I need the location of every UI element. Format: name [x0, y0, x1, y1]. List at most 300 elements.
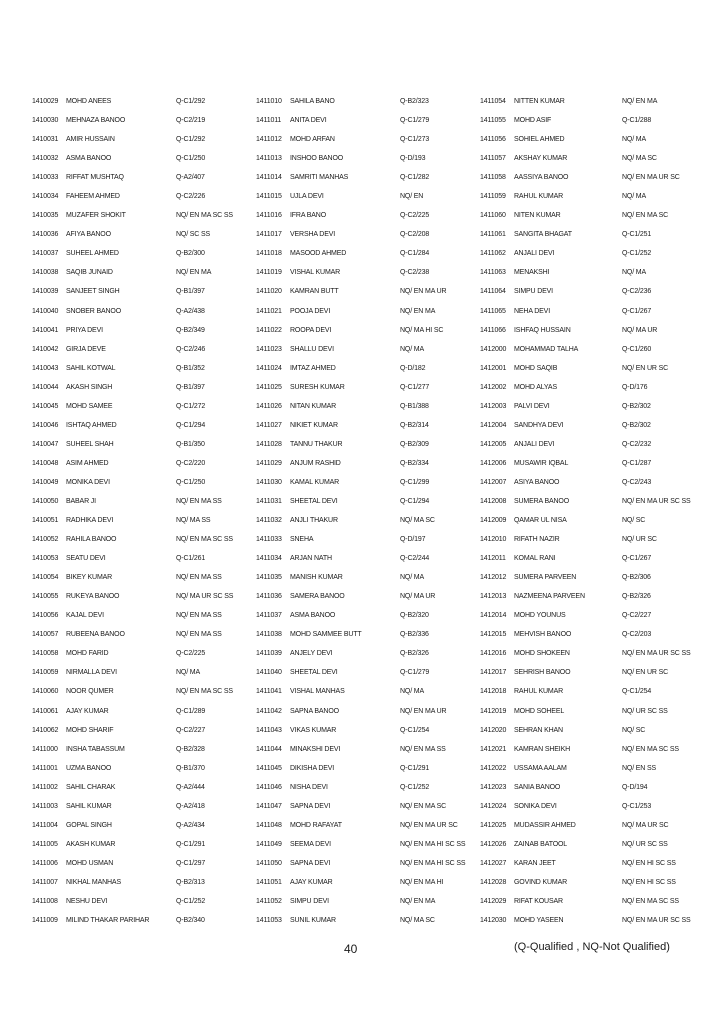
candidate-name: SUHEEL AHMED [66, 250, 119, 258]
candidate-name: TANNU THAKUR [290, 440, 343, 448]
roll-number: 1411061 [480, 231, 506, 239]
result-code: NQ/ EN MA HI SC SS [400, 859, 466, 867]
roll-number: 1412005 [480, 440, 507, 448]
roll-number: 1411039 [256, 650, 282, 658]
roll-number: 1411040 [256, 669, 282, 677]
roll-number: 1411018 [256, 250, 282, 258]
roll-number: 1410055 [32, 593, 59, 601]
result-code: Q-B1/350 [176, 440, 205, 448]
result-code: Q-C1/252 [400, 783, 430, 791]
roll-number: 1411046 [256, 783, 282, 791]
result-code: Q-C1/291 [400, 764, 430, 772]
candidate-name: VERSHA DEVI [290, 231, 336, 239]
roll-number: 1412018 [480, 688, 507, 696]
candidate-name: ANJALI DEVI [514, 440, 555, 448]
table-row [480, 587, 702, 606]
candidate-name: SEATU DEVI [66, 555, 106, 563]
result-code: NQ/ EN MA SC SS [176, 212, 233, 220]
table-row [32, 111, 256, 130]
roll-number: 1411020 [256, 288, 282, 296]
table-row [480, 606, 702, 625]
table-row [256, 549, 480, 568]
result-code: Q-B1/388 [400, 402, 429, 410]
roll-number: 1410034 [32, 193, 59, 201]
result-code: Q-C1/292 [176, 98, 206, 106]
candidate-name: UJLA DEVI [290, 193, 324, 201]
roll-number: 1410048 [32, 459, 59, 467]
candidate-name: VISHAL KUMAR [290, 269, 341, 277]
result-code: Q-C1/292 [176, 136, 206, 144]
roll-number: 1412007 [480, 478, 507, 486]
candidate-name: ZAINAB BATOOL [514, 840, 568, 848]
result-code: NQ/ EN MA [400, 897, 436, 905]
result-code: Q-C1/279 [400, 117, 430, 125]
table-row [32, 454, 256, 473]
candidate-name: INSHOO BANOO [290, 155, 344, 163]
result-code: Q-B2/326 [622, 593, 651, 601]
table-row [480, 873, 702, 892]
table-row [480, 282, 702, 301]
candidate-name: SONIKA DEVI [514, 802, 557, 810]
table-row [480, 568, 702, 587]
table-row [480, 759, 702, 778]
candidate-name: SIMPU DEVI [514, 288, 553, 296]
roll-number: 1411012 [256, 136, 282, 144]
table-row [32, 92, 256, 111]
candidate-name: MONIKA DEVI [66, 478, 110, 486]
result-code: NQ/ SC SS [176, 231, 211, 239]
roll-number: 1410061 [32, 707, 59, 715]
table-row [32, 130, 256, 149]
table-row [32, 397, 256, 416]
candidate-name: MOHD SOHEEL [514, 707, 565, 715]
roll-number: 1411029 [256, 459, 282, 467]
candidate-name: MOHD ALYAS [514, 383, 557, 391]
roll-number: 1411041 [256, 688, 282, 696]
table-row [480, 130, 702, 149]
roll-number: 1411032 [256, 517, 282, 525]
roll-number: 1410053 [32, 555, 59, 563]
table-row [32, 168, 256, 187]
candidate-name: SANIA BANOO [514, 783, 561, 791]
roll-number: 1410029 [32, 98, 59, 106]
result-code: NQ/ MA UR SC [622, 821, 669, 829]
table-row [256, 892, 480, 911]
roll-number: 1412022 [480, 764, 507, 772]
result-code: NQ/ SC [622, 517, 646, 525]
table-row [480, 92, 702, 111]
candidate-name: KAMAL KUMAR [290, 478, 340, 486]
result-code: Q-B2/309 [400, 440, 429, 448]
candidate-name: IFRA BANO [290, 212, 326, 220]
table-row [256, 282, 480, 301]
roll-number: 1412015 [480, 631, 507, 639]
table-row [256, 111, 480, 130]
roll-number: 1410056 [32, 612, 59, 620]
table-row [256, 778, 480, 797]
roll-number: 1411013 [256, 155, 282, 163]
candidate-name: NITEN KUMAR [514, 212, 561, 220]
result-code: NQ/ UR SC SS [622, 707, 668, 715]
roll-number: 1411031 [256, 498, 282, 505]
roll-number: 1410035 [32, 212, 59, 220]
result-code: Q-B2/334 [400, 459, 429, 467]
roll-number: 1412009 [480, 517, 507, 525]
candidate-name: INSHA TABASSUM [66, 745, 125, 753]
result-code: NQ/ EN MA UR SC [400, 821, 458, 829]
table-row [32, 873, 256, 892]
result-code: NQ/ MA [400, 345, 424, 353]
candidate-name: RAHUL KUMAR [514, 688, 564, 696]
candidate-name: ANJELY DEVI [290, 650, 333, 658]
table-row [32, 492, 256, 511]
candidate-name: SEEMA DEVI [290, 840, 331, 848]
result-code: Q-B2/340 [176, 917, 205, 925]
roll-number: 1412025 [480, 821, 507, 829]
candidate-name: SUHEEL SHAH [66, 440, 114, 448]
candidate-name: RIFAT KOUSAR [514, 897, 563, 905]
table-row [480, 378, 702, 397]
table-row [32, 606, 256, 625]
table-row [256, 416, 480, 435]
result-code: NQ/ EN MA UR SC [622, 174, 680, 182]
roll-number: 1412006 [480, 459, 507, 467]
roll-number: 1411033 [256, 536, 282, 544]
result-code: NQ/ EN MA SC SS [622, 745, 679, 753]
table-row [256, 663, 480, 682]
candidate-name: MOHD ASIF [514, 117, 552, 125]
roll-number: 1412011 [480, 555, 506, 563]
candidate-name: SAMERA BANOO [290, 593, 345, 601]
table-row [256, 263, 480, 282]
candidate-name: SIMPU DEVI [290, 897, 329, 905]
roll-number: 1410032 [32, 155, 59, 163]
candidate-name: SAMRITI MANHAS [290, 174, 349, 182]
table-row [32, 797, 256, 816]
table-row [480, 892, 702, 911]
result-code: Q-A2/438 [176, 307, 205, 315]
roll-number: 1412024 [480, 802, 507, 810]
roll-number: 1412014 [480, 612, 507, 620]
table-row [256, 511, 480, 530]
roll-number: 1410033 [32, 174, 59, 182]
result-legend: (Q-Qualified , NQ-Not Qualified) [514, 941, 670, 953]
table-row [480, 187, 702, 206]
candidate-name: RIFATH NAZIR [514, 536, 560, 544]
table-row [256, 702, 480, 721]
result-code: Q-C1/277 [400, 383, 430, 391]
result-code: Q-B1/397 [176, 288, 205, 296]
candidate-name: KAMRAN SHEIKH [514, 745, 571, 753]
candidate-name: SAHIL CHARAK [66, 783, 116, 791]
table-row [32, 359, 256, 378]
table-row [480, 492, 702, 511]
candidate-name: ARJAN NATH [290, 555, 332, 563]
result-code: Q-A2/407 [176, 174, 205, 182]
roll-number: 1411065 [480, 307, 506, 315]
page-number: 40 [344, 942, 358, 956]
candidate-name: SAHILA BANO [290, 98, 335, 106]
table-row [480, 702, 702, 721]
table-row [256, 187, 480, 206]
table-row [256, 435, 480, 454]
candidate-name: MENAKSHI [514, 269, 550, 277]
result-code: Q-C1/294 [400, 498, 430, 505]
table-row [32, 149, 256, 168]
table-row [32, 625, 256, 644]
result-code: Q-C2/226 [176, 193, 206, 201]
roll-number: 1411005 [32, 840, 58, 848]
result-code: NQ/ MA [400, 574, 424, 582]
result-code: NQ/ MA SC [400, 517, 435, 525]
roll-number: 1410051 [32, 517, 59, 525]
table-row [32, 378, 256, 397]
result-code: Q-B1/397 [176, 383, 205, 391]
result-code: NQ/ EN MA HI [400, 878, 444, 886]
candidate-name: MUSAWIR IQBAL [514, 459, 569, 467]
table-row [256, 149, 480, 168]
result-code: NQ/ MA UR SC SS [176, 593, 234, 601]
table-row [32, 549, 256, 568]
table-row [256, 359, 480, 378]
roll-number: 1411019 [256, 269, 282, 277]
roll-number: 1411064 [480, 288, 506, 296]
table-row [256, 378, 480, 397]
roll-number: 1411008 [32, 897, 58, 905]
candidate-name: NITAN KUMAR [290, 402, 337, 410]
candidate-name: MILIND THAKAR PARIHAR [66, 917, 150, 925]
candidate-name: AJAY KUMAR [290, 878, 333, 886]
roll-number: 1411055 [480, 117, 506, 125]
candidate-name: ASMA BANOO [66, 155, 112, 163]
result-code: Q-C1/284 [400, 250, 430, 258]
candidate-name: MOHD YASEEN [514, 917, 564, 925]
result-code: Q-C2/208 [400, 231, 430, 239]
results-column-1 [32, 92, 256, 930]
candidate-name: SAPNA DEVI [290, 859, 331, 867]
result-code: NQ/ EN MA UR SC SS [622, 650, 691, 658]
table-row [256, 340, 480, 359]
roll-number: 1410049 [32, 478, 59, 486]
result-code: NQ/ MA [400, 688, 424, 696]
result-code: NQ/ EN UR SC [622, 364, 669, 372]
table-row [32, 835, 256, 854]
candidate-name: SANJEET SINGH [66, 288, 120, 296]
table-row [480, 835, 702, 854]
result-code: NQ/ SC [622, 726, 646, 734]
result-code: Q-C2/203 [622, 631, 652, 639]
table-row [256, 682, 480, 701]
table-row [32, 206, 256, 225]
roll-number: 1412023 [480, 783, 507, 791]
result-code: Q-C1/272 [176, 402, 206, 410]
table-row [480, 225, 702, 244]
candidate-name: MANISH KUMAR [290, 574, 343, 582]
result-code: NQ/ EN MA SS [400, 745, 446, 753]
result-code: Q-C2/243 [622, 478, 652, 486]
result-code: Q-D/193 [400, 155, 426, 163]
roll-number: 1412017 [480, 669, 507, 677]
roll-number: 1410041 [32, 326, 59, 334]
candidate-name: SANGITA BHAGAT [514, 231, 572, 239]
candidate-name: MOHD SHOKEEN [514, 650, 570, 658]
roll-number: 1411017 [256, 231, 282, 239]
table-row [480, 435, 702, 454]
candidate-name: USSAMA AALAM [514, 764, 567, 772]
result-code: Q-C1/282 [400, 174, 430, 182]
candidate-name: ASMA BANOO [290, 612, 336, 620]
roll-number: 1411056 [480, 136, 506, 144]
table-row [256, 244, 480, 263]
candidate-name: AFIYA BANOO [66, 231, 111, 239]
result-code: Q-C1/254 [400, 726, 430, 734]
result-code: NQ/ EN MA [400, 307, 436, 315]
result-code: Q-C2/232 [622, 440, 652, 448]
table-row [32, 682, 256, 701]
candidate-name: SUMERA PARVEEN [514, 574, 577, 582]
roll-number: 1411024 [256, 364, 282, 372]
table-row [256, 454, 480, 473]
candidate-name: AKSHAY KUMAR [514, 155, 568, 163]
result-code: Q-B2/306 [622, 574, 651, 582]
result-code: NQ/ EN MA UR SC SS [622, 917, 691, 925]
roll-number: 1411011 [256, 117, 282, 125]
result-code: Q-C2/246 [176, 345, 206, 353]
table-row [480, 721, 702, 740]
candidate-name: MOHD RAFAYAT [290, 821, 342, 829]
roll-number: 1412003 [480, 402, 507, 410]
roll-number: 1411015 [256, 193, 282, 201]
table-row [480, 740, 702, 759]
candidate-name: MOHD ARFAN [290, 136, 335, 144]
roll-number: 1410043 [32, 364, 59, 372]
candidate-name: SHEETAL DEVI [290, 669, 338, 677]
roll-number: 1410050 [32, 498, 59, 505]
result-code: NQ/ EN MA SS [176, 631, 222, 639]
table-row [256, 721, 480, 740]
result-code: NQ/ UR SC SS [622, 840, 668, 848]
result-code: NQ/ MA SC [622, 155, 657, 163]
table-row [256, 911, 480, 930]
table-row [480, 168, 702, 187]
candidate-name: SHALLU DEVI [290, 345, 334, 353]
roll-number: 1412019 [480, 707, 507, 715]
candidate-name: VIKAS KUMAR [290, 726, 337, 734]
result-code: Q-B2/323 [400, 98, 429, 106]
roll-number: 1411025 [256, 383, 282, 391]
roll-number: 1410060 [32, 688, 59, 696]
table-row [32, 340, 256, 359]
roll-number: 1411026 [256, 402, 282, 410]
roll-number: 1411047 [256, 802, 282, 810]
result-code: Q-B2/300 [176, 250, 205, 258]
candidate-name: MOHD USMAN [66, 859, 114, 867]
candidate-name: FAHEEM AHMED [66, 193, 120, 201]
table-row [32, 187, 256, 206]
roll-number: 1411043 [256, 726, 282, 734]
result-code: Q-C1/250 [176, 478, 206, 486]
roll-number: 1410040 [32, 307, 59, 315]
table-row [256, 759, 480, 778]
candidate-name: ANJUM RASHID [290, 459, 341, 467]
result-code: NQ/ EN UR SC [622, 669, 669, 677]
result-code: Q-C1/297 [176, 859, 206, 867]
table-row [256, 530, 480, 549]
candidate-name: MEHVISH BANOO [514, 631, 572, 639]
table-row [256, 321, 480, 340]
candidate-name: ANJALI DEVI [514, 250, 555, 258]
result-code: Q-C2/225 [176, 650, 206, 658]
candidate-name: UZMA BANOO [66, 764, 112, 772]
candidate-name: MINAKSHI DEVI [290, 745, 341, 753]
roll-number: 1412001 [480, 364, 507, 372]
table-row [32, 263, 256, 282]
result-code: Q-C2/244 [400, 555, 430, 563]
candidate-name: NAZMEENA PARVEEN [514, 593, 585, 601]
result-code: Q-C1/267 [622, 555, 652, 563]
result-code: Q-D/197 [400, 536, 426, 544]
table-row [32, 282, 256, 301]
candidate-name: NEHA DEVI [514, 307, 550, 315]
roll-number: 1412012 [480, 574, 507, 582]
result-code: NQ/ EN MA SC [622, 212, 669, 220]
result-code: Q-A2/418 [176, 802, 205, 810]
candidate-name: ISHFAQ HUSSAIN [514, 326, 571, 334]
result-code: Q-B2/313 [176, 878, 205, 886]
roll-number: 1411051 [256, 878, 282, 886]
candidate-name: KARAN JEET [514, 859, 556, 867]
roll-number: 1411066 [480, 326, 506, 334]
candidate-name: MOHD SHARIF [66, 726, 114, 734]
roll-number: 1410037 [32, 250, 59, 258]
candidate-name: ANITA DEVI [290, 117, 327, 125]
result-code: Q-C1/288 [622, 117, 652, 125]
result-code: Q-B2/320 [400, 612, 429, 620]
table-row [32, 530, 256, 549]
result-code: Q-B2/302 [622, 421, 651, 429]
table-row [480, 797, 702, 816]
result-code: NQ/ MA SC [400, 917, 435, 925]
table-row [480, 778, 702, 797]
result-code: Q-C1/251 [622, 231, 652, 239]
table-row [256, 587, 480, 606]
table-row [32, 892, 256, 911]
result-code: Q-B2/349 [176, 326, 205, 334]
table-row [32, 321, 256, 340]
candidate-name: SAHIL KOTWAL [66, 364, 116, 372]
candidate-name: QAMAR UL NISA [514, 517, 567, 525]
result-code: NQ/ MA UR [400, 593, 436, 601]
result-code: Q-C1/294 [176, 421, 206, 429]
roll-number: 1410059 [32, 669, 59, 677]
result-code: NQ/ MA [622, 136, 646, 144]
table-row [32, 244, 256, 263]
table-row [32, 587, 256, 606]
candidate-name: IMTAZ AHMED [290, 364, 336, 372]
roll-number: 1411049 [256, 840, 282, 848]
candidate-name: KAMRAN BUTT [290, 288, 339, 296]
result-code: NQ/ MA UR [622, 326, 658, 334]
roll-number: 1410044 [32, 383, 59, 391]
table-row [32, 435, 256, 454]
roll-number: 1411003 [32, 802, 58, 810]
table-row [32, 702, 256, 721]
result-code: NQ/ EN MA SS [176, 498, 222, 505]
roll-number: 1410038 [32, 269, 59, 277]
roll-number: 1410052 [32, 536, 59, 544]
roll-number: 1412008 [480, 498, 507, 505]
candidate-name: VISHAL MANHAS [290, 688, 345, 696]
